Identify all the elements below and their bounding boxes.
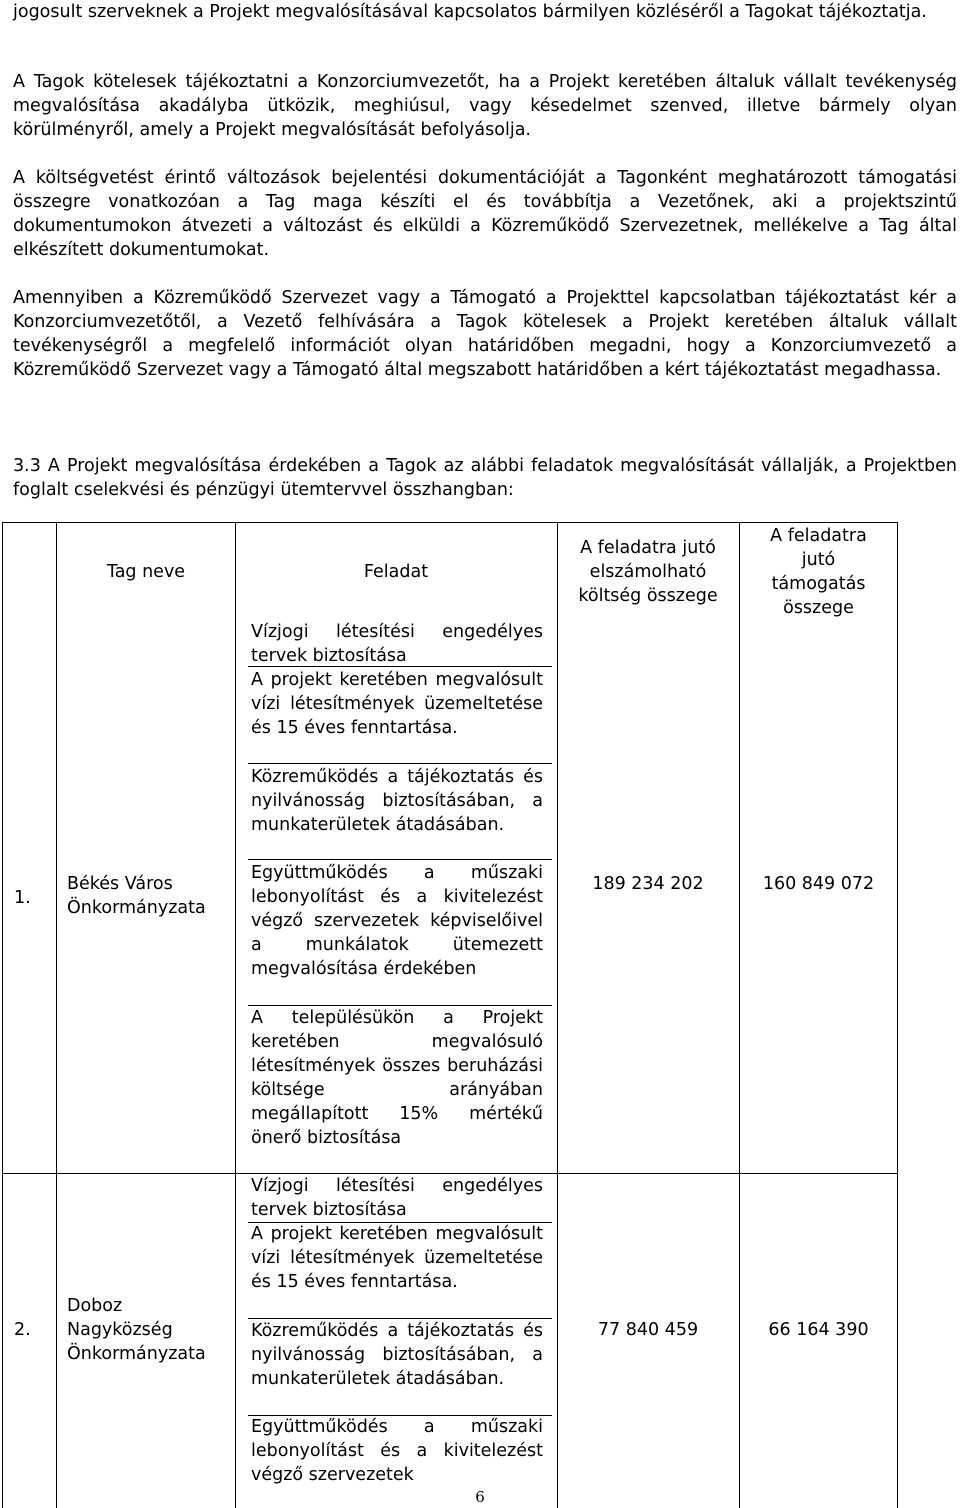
tasks-table	[2, 522, 898, 1508]
task-item: Együttműködés a műszaki lebonyolítást és a kivitelezést végző szervezetek képviselőivel a munkálatok ütemezett megvalósítása érdekében	[251, 863, 543, 979]
paragraph-information-requests: Amennyiben a Közreműködő Szervezet vagy a Támogató a Projekttel kapcsolatban tájékoztatást kér a Konzorciumvezetőtől, a Vezető felhívására a Tagok kötelesek a Projekt keretében általuk vállalt tevékenységről a megfelelő információt olyan határidőben megadni, hogy a Konzorciumvezető a Közreműködő Szervezet vagy a Támogató által megszabott határidőben a kért tájékoztatást megadhassa.	[13, 288, 957, 380]
paragraph-member-obligations: A Tagok kötelesek tájékoztatni a Konzorciumvezetőt, ha a Projekt keretében általuk vállalt tevékenység megvalósítása akadályba ütközik, meghiúsul, vagy késedelmet szenved, illetve bármely olyan körülményről, amely a Projekt megvalósítását befolyásolja.	[13, 72, 957, 140]
task-item: Vízjogi létesítési engedélyes tervek biztosítása	[251, 622, 543, 666]
task-item: Együttműködés a műszaki lebonyolítást és a kivitelezést végző szervezetek	[251, 1417, 543, 1485]
task-item: A projekt keretében megvalósult vízi létesítmények üzemeltetése és 15 éves fenntartása.	[251, 670, 543, 738]
grant-value: 66 164 390	[768, 1320, 869, 1340]
task-item: Közreműködés a tájékoztatás és nyilvánosság biztosításában, a munkaterületek átadásában.	[251, 1321, 543, 1389]
table-border-right	[897, 522, 898, 1508]
task-divider	[248, 859, 552, 860]
table-divider-cost	[739, 522, 740, 1508]
header-eligible-cost: A feladatra jutó elszámolható költség összege	[578, 538, 718, 606]
paragraph-section-3-3: 3.3 A Projekt megvalósítása érdekében a Tagok az alábbi feladatok megvalósítását vállalják, a Projektben foglalt cselekvési és pénzügyi ütemtervvel összhangban:	[13, 456, 957, 500]
table-divider-num	[56, 522, 57, 1508]
table-border-top	[2, 522, 898, 523]
member-name: Békés Város Önkormányzata	[67, 874, 206, 918]
row-number: 2.	[14, 1320, 31, 1340]
member-name: Doboz Nagyközség Önkormányzata	[67, 1296, 206, 1364]
task-item: Közreműködés a tájékoztatás és nyilvánosság biztosításában, a munkaterületek átadásában.	[251, 767, 543, 835]
header-grant-amount: A feladatra jutó támogatás összege	[770, 526, 867, 618]
page-number: 6	[475, 1488, 485, 1506]
grant-value: 160 849 072	[762, 874, 875, 894]
header-tag-name: Tag neve	[106, 562, 186, 582]
eligible-cost-value: 77 840 459	[597, 1320, 699, 1340]
paragraph-continuation: jogosult szerveknek a Projekt megvalósításával kapcsolatos bármilyen közléséről a Tagokat tájékoztatja.	[13, 2, 927, 22]
eligible-cost-value: 189 234 202	[592, 874, 704, 894]
table-divider-name	[235, 522, 236, 1508]
task-divider	[248, 763, 552, 764]
task-item: A településükön a Projekt keretében megvalósuló létesítmények összes beruházási költsége arányában megállapított 15% mértékű önerő biztosítása	[251, 1008, 543, 1148]
table-border-left	[2, 522, 3, 1508]
row-number: 1.	[14, 888, 31, 908]
task-item: Vízjogi létesítési engedélyes tervek biztosítása	[251, 1176, 543, 1220]
header-task: Feladat	[363, 562, 429, 582]
task-item: A projekt keretében megvalósult vízi létesítmények üzemeltetése és 15 éves fenntartása.	[251, 1224, 543, 1292]
table-divider-task	[557, 522, 558, 1508]
paragraph-budget-changes: A költségvetést érintő változások bejelentési dokumentációját a Tagonként meghatározott támogatási összegre vonatkozóan a Tag maga készíti el és továbbítja a Vezetőnek, aki a projektszintű dokumentumokon átvezeti a változást és elküldi a Közreműködő Szervezetnek, mellékelve a Tag által elkészített dokumentumokat.	[13, 168, 957, 260]
